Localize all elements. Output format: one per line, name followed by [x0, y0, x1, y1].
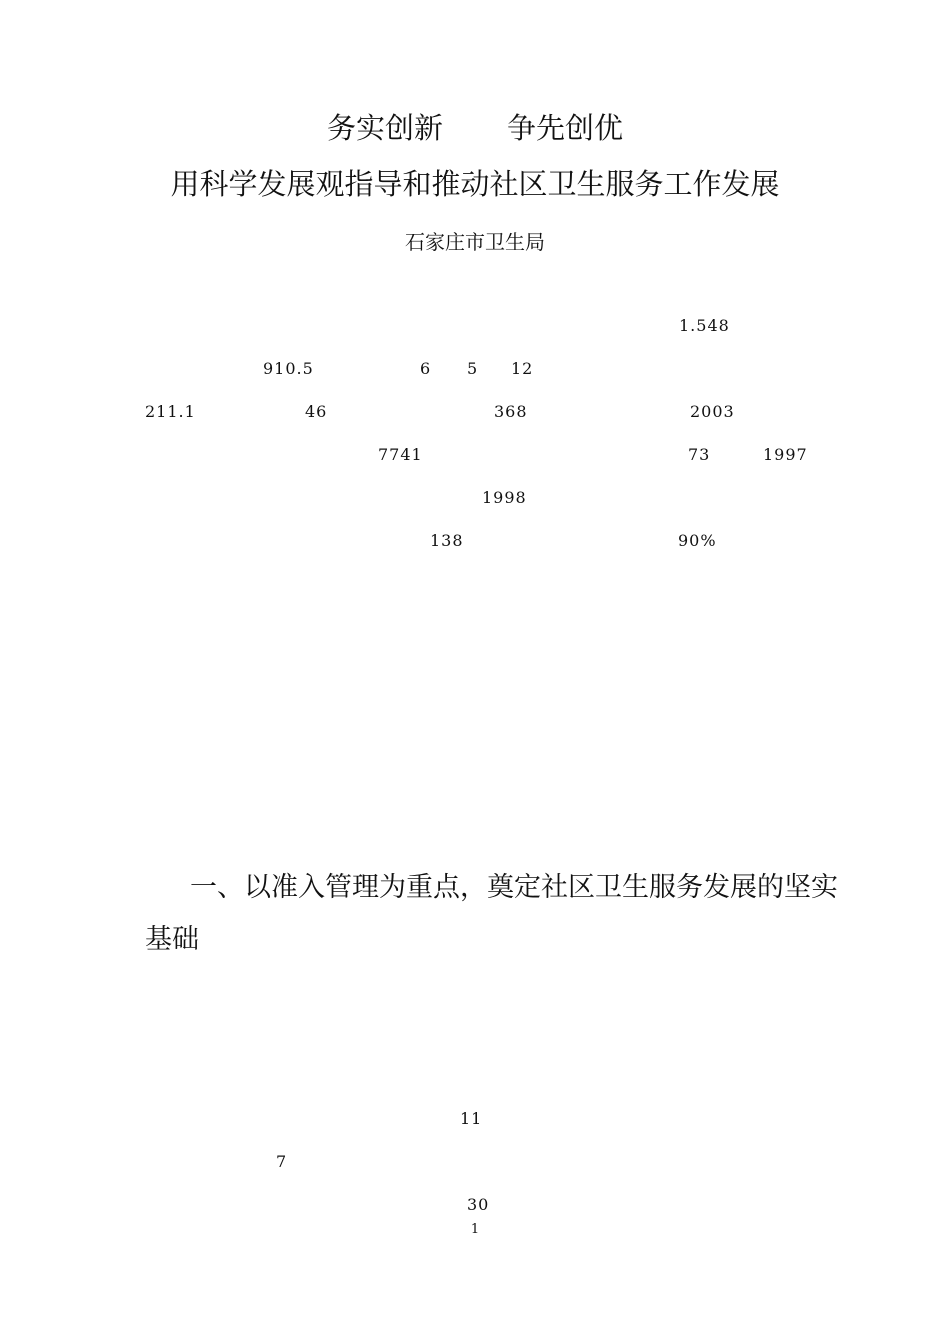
text-line — [0, 486, 950, 510]
text-line — [0, 400, 950, 424]
title-right: 争先创优 — [507, 111, 624, 145]
text-segment: 73 — [688, 445, 711, 464]
section-heading-line1: 一、以准入管理为重点，奠定社区卫生服务发展的坚实 — [190, 872, 838, 903]
text-segment: 6 — [420, 359, 432, 378]
text-segment: 11 — [460, 1109, 483, 1128]
text-segment: 910.5 — [263, 359, 314, 378]
text-segment: 211.1 — [145, 402, 196, 421]
title-left: 务实创新 — [326, 111, 443, 145]
text-segment: 7 — [276, 1152, 288, 1171]
text-segment: 5 — [467, 359, 479, 378]
text-line — [0, 1020, 950, 1044]
text-line — [0, 619, 950, 643]
text-segment: 12 — [511, 359, 534, 378]
section-heading-line2: 基础 — [145, 924, 199, 955]
text-segment: 46 — [305, 402, 328, 421]
text-segment: 368 — [494, 402, 528, 421]
text-segment: 1.548 — [679, 316, 730, 335]
section-heading — [145, 862, 838, 966]
text-segment: 30 — [467, 1195, 490, 1214]
text-line — [0, 1193, 950, 1217]
text-line — [0, 1107, 950, 1131]
text-line — [0, 834, 950, 858]
text-line — [0, 314, 950, 338]
text-line — [0, 661, 950, 685]
text-segment: 2003 — [690, 402, 735, 421]
text-segment: 7741 — [378, 445, 423, 464]
page-number: 1 — [470, 1222, 480, 1237]
text-line — [0, 1150, 950, 1174]
document-subtitle: 用科学发展观指导和推动社区卫生服务工作发展 — [170, 167, 780, 201]
text-line — [0, 443, 950, 467]
text-line — [0, 574, 950, 598]
text-segment: 90% — [678, 531, 717, 550]
document-author: 石家庄市卫生局 — [405, 230, 545, 254]
text-line — [0, 357, 950, 381]
text-line — [0, 791, 950, 815]
text-line — [0, 705, 950, 729]
text-line — [0, 977, 950, 1001]
text-segment: 1998 — [482, 488, 527, 507]
text-line — [0, 529, 950, 553]
document-title — [0, 106, 950, 147]
text-segment: 1997 — [763, 445, 808, 464]
text-line — [0, 1064, 950, 1088]
text-line — [0, 748, 950, 772]
text-segment: 138 — [430, 531, 464, 550]
